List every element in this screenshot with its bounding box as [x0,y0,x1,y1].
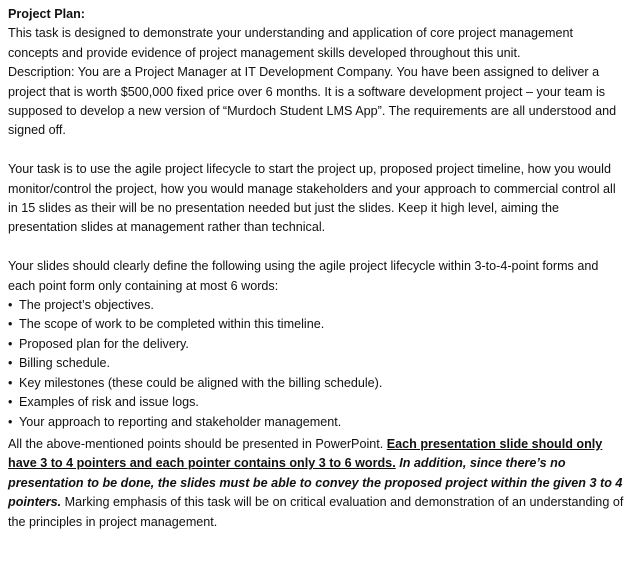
bullet-icon: • [8,414,13,429]
bullet-item [8,413,625,432]
bullet-icon: • [8,298,13,313]
paragraph-spacer [8,141,625,160]
bullet-text: Examples of risk and issue logs. [19,395,199,410]
bullet-icon: • [8,336,13,351]
bullet-item [8,315,625,334]
requirements-bullet-list [8,296,625,432]
bullet-icon: • [8,317,13,332]
description-paragraph: Description: You are a Project Manager at IT Development Company. You have been assigned to deliver a project that is worth $500,000 fixed price over 6 months. It is a software development project – your team is supposed to develop a new version of “Murdoch Student LMS App”. The requirements are all understood and signed off. [8,65,617,138]
bullet-item [8,374,625,393]
bullet-text: The scope of work to be completed within this timeline. [19,317,325,332]
bullet-text: Your approach to reporting and stakeholder management. [19,414,342,429]
bullet-icon: • [8,356,13,371]
bullet-text: Billing schedule. [19,356,111,371]
bullet-icon: • [8,395,13,410]
final-paragraph [8,435,625,532]
paragraph-spacer [8,238,625,257]
document-title: Project Plan: [8,7,85,21]
bullet-text: Key milestones (these could be aligned with the billing schedule). [19,375,383,390]
bullet-item [8,296,625,315]
final-text-plain: All the above-mentioned points should be presented in PowerPoint. [8,436,387,451]
bullet-icon: • [8,375,13,390]
bullet-text: The project’s objectives. [19,298,154,313]
slides-intro-paragraph: Your slides should clearly define the following using the agile project lifecycle within 3-to-4-point forms and each point form only containing at most 6 words: [8,259,599,293]
bullet-item [8,354,625,373]
final-text-bold-italic: In addition, since there’s no presentation to be done, the slides must be able to convey the proposed project within the given 3 to 4 pointers. [8,456,623,510]
final-text-bold-underline: Each presentation slide should only have 3 to 4 pointers and each pointer contains only 3 to 6 words. [8,436,603,471]
bullet-item [8,393,625,412]
task-paragraph: Your task is to use the agile project lifecycle to start the project up, proposed project timeline, how you would monitor/control the project, how you would manage stakeholders and your approach to commercial control all in 15 slides as their will be no presentation needed but just the slides. Keep it high level, aiming the presentation slides at management rather than technical. [8,162,616,235]
bullet-item [8,335,625,354]
final-text-closing: Marking emphasis of this task will be on critical evaluation and demonstration of an understanding of the principles in project management. [8,495,624,529]
intro-paragraph: This task is designed to demonstrate your understanding and application of core project management concepts and provide evidence of project management skills developed throughout this unit. [8,26,573,60]
bullet-text: Proposed plan for the delivery. [19,336,189,351]
